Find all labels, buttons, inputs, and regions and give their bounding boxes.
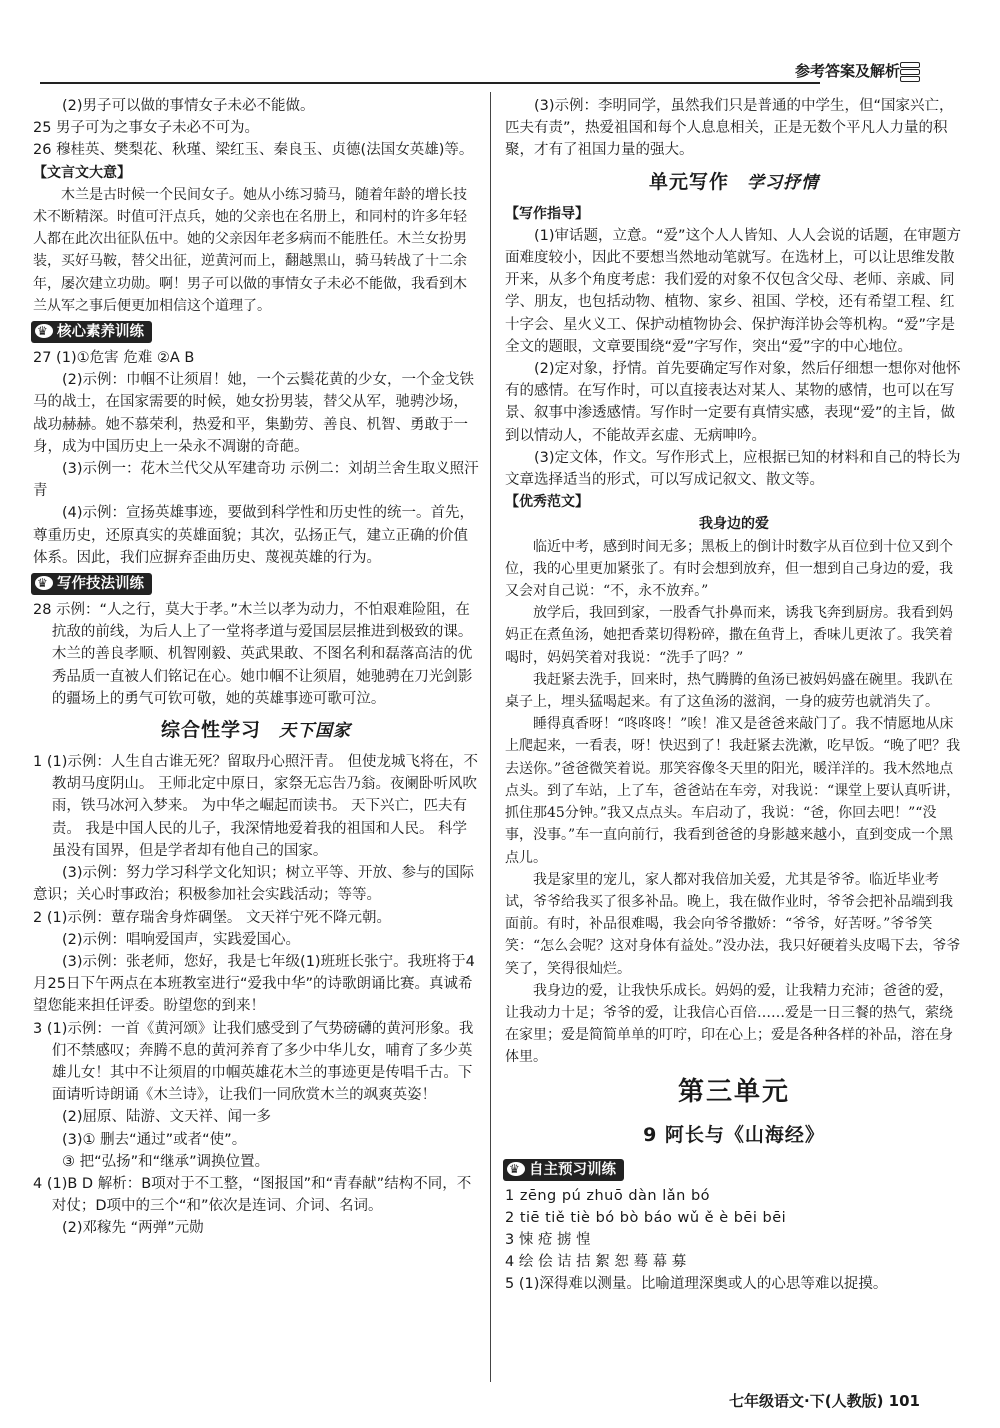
- preview-answer-2: 2 tiē tiě tiè bó bò báo wǔ ě è bēi bēi: [505, 1209, 787, 1226]
- answer-s2-3: (3)示例：张老师，您好，我是七年级(1)班班长张宁。我班将于4月25日下午两点在本班教室进行“爱我中华”的诗歌朗诵比赛。真诚希望您能来担任评委。盼望您的到来！: [33, 953, 475, 1015]
- answer-s1-3: (3)示例：努力学习科学文化知识；树立平等、开放、参与的国际意识；关心时事政治；积极参加社会实践活动；等等。: [33, 865, 475, 904]
- answer-s4-2: (2)邓稼先 “两弹”元勋: [62, 1220, 204, 1237]
- answer-25: 25 男子可为之事女子未必不可为。: [33, 120, 260, 137]
- lesson-title: 9 阿长与《山海经》: [643, 1123, 825, 1146]
- header-title: 参考答案及解析: [794, 62, 900, 80]
- answer-s3-3a: (3)① 删去“通过”或者“使”。: [62, 1131, 247, 1148]
- answer-s3-1: 3 (1)示例：一首《黄河颂》让我们感受到了气势磅礴的黄河形象。我们不禁感叹；奔腾不息的黄河养育了多少中华儿女，哺育了多少英雄儿女！其中不让须眉的巾帼英雄花木兰的事迹更是传唱千古。下面请听诗朗诵《木兰诗》，让我们一同欣赏木兰的飒爽英姿！: [33, 1020, 474, 1104]
- essay-para: 我是家里的宠儿，家人都对我倍加关爱，尤其是爷爷。临近毕业考试，爷爷给我买了很多补品。晚上，我在做作业时，爷爷会把补品端到我面前。有时，补品很难喝，我会向爷爷撒娇：“爷爷，好苦呀。”爷爷笑笑：“怎么会呢？这对身体有益处。”没办法，我只好硬着头皮喝下去，爷爷笑了，笑得很灿烂。: [505, 871, 961, 977]
- section-badge-preview: ♛自主预习训练: [503, 1159, 624, 1181]
- crown-icon: [507, 1162, 525, 1176]
- preview-answer-1: 1 zēng pú zhuō dàn lǎn bó: [505, 1187, 711, 1204]
- left-column: [33, 95, 479, 1240]
- answer-s4-1: 4 (1)B D 解析：B项对于不工整，“图报国”和“青春献”结构不同，不对仗；D项中的三个“和”依次是连词、介词、名词。: [33, 1175, 472, 1215]
- header-rule: [40, 82, 820, 84]
- guide-1: (1)审话题，立意。“爱”这个人人皆知、人人会说的话题，在审题方面难度较小，因此不要想当然地动笔就写。在选材上，可以让思维发散开来，从多个角度考虑：我们爱的对象不仅包含父母、老师、亲戚、同学、朋友，也包括动物、植物、家乡、祖国、学校，还有希望工程、红十字会、星火义工、保护动植物协会、保护海洋协会等机构。“爱”字是全文的题眼，文章要围绕“爱”字写作，突出“爱”字的中心地位。: [505, 227, 962, 355]
- books-icon: [900, 62, 920, 80]
- answer-s2-1: 2 (1)示例：蕈存瑞舍身炸碉堡。 文天祥宁死不降元朝。: [33, 909, 391, 926]
- essay-title: 我身边的爱: [699, 516, 769, 533]
- answer-27-1: 27 (1)①危害 危难 ②A B: [33, 350, 195, 367]
- preview-answer-5: 5 (1)深得难以测量。比喻道理深奥或人的心思等难以捉摸。: [505, 1276, 888, 1293]
- answer-s3-2: (2)屈原、陆游、文天祥、闻一多: [62, 1109, 272, 1126]
- answer-s3-3b: ③ 把“弘扬”和“继承”调换位置。: [62, 1153, 270, 1170]
- right-column: [505, 95, 963, 1296]
- wenyan-heading: 【文言文大意】: [33, 164, 131, 181]
- essay-para: 我身边的爱，让我快乐成长。妈妈的爱，让我精力充沛；爸爸的爱，让我动力十足；爷爷的爱，让我信心百倍……爱是一日三餐的热气，萦绕在家里；爱是简简单单的叮咛，印在心上；爱是各种各样的补品，溶在身体里。: [505, 982, 953, 1066]
- answer-27-2: (2)示例：巾帼不让须眉！她，一个云鬓花黄的少女，一个金戈铁马的战士，在国家需要的时候，她女扮男装，替父从军，驰骋沙场，战功赫赫。她不慕荣利，热爱和平，集勤劳、善良、机智、勇敢于一身，成为中国历史上一朵永不凋谢的奇葩。: [33, 372, 475, 455]
- answer-27-3: (3)示例一：花木兰代父从军建奇功 示例二：刘胡兰舍生取义照汗青: [33, 461, 479, 500]
- guide-2: (2)定对象，抒情。首先要确定写作对象，然后仔细想一想你对他怀有的感情。在写作时，可以直接表达对某人、某物的感情，也可以在写景、叙事中渗透感情。写作时一定要有真情实感，表现“爱”的主旨，做到以情动人，不能故弄玄虚、无病呻吟。: [505, 361, 961, 444]
- essay-para: 放学后，我回到家，一股香气扑鼻而来，诱我飞奔到厨房。我看到妈妈正在煮鱼汤，她把香菜切得粉碎，撒在鱼背上，香味儿更浓了。我笑着喝时，妈妈笑着对我说：“洗手了吗？”: [505, 605, 953, 666]
- guide-heading: 【写作指导】: [505, 205, 589, 222]
- wenyan-text: 木兰是古时候一个民间女子。她从小练习骑马，随着年龄的增长技术不断精深。时值可汗点兵，她的父亲也在名册上，和同村的许多年轻人都在此次出征队伍中。她的父亲因年老多病而不能胜任。木兰女扮男装，买好马鞍，替父出征，逆黄河而上，翻越黑山，骑马转战了十二余年，屡次建立功勋。啊！男子可以做的事情女子未必不能做，我看到木兰从军之事后便更加相信这个道理了。: [33, 186, 467, 314]
- essay-para: 我赶紧去洗手，回来时，热气腾腾的鱼汤已被妈妈盛在碗里。我趴在桌子上，埋头猛喝起来。有了这鱼汤的滋润，一身的疲劳也就消失了。: [505, 671, 953, 711]
- page-footer: 七年级语文·下(人教版) 101: [729, 1392, 920, 1410]
- section-badge-core: ♛核心素养训练: [31, 321, 152, 343]
- unit-writing-title: 单元写作 学习抒情: [648, 170, 819, 193]
- answer-27-4: (4)示例：宣扬英雄事迹，要做到科学性和历史性的统一。首先，尊重历史，还原真实的英雄面貌；其次，弘扬正气，建立正确的价值体系。因此，我们应摒弃歪曲历史、蔑视英雄的行为。: [33, 505, 475, 566]
- answer-26: 26 穆桂英、樊梨花、秋瑾、梁红玉、秦良玉、贞德(法国女英雄)等。: [33, 142, 474, 159]
- section-title: 综合性学习 天下国家: [160, 719, 351, 742]
- crown-icon: [35, 324, 53, 338]
- answer-28: 28 示例：“人之行，莫大于孝。”木兰以孝为动力，不怕艰难险阻，在抗敌的前线，为后人上了一堂将孝道与爱国层层推进到极致的课。木兰的善良孝顺、机智刚毅、英武果敢、不图名利和磊落高洁的优秀品质一直被人们铭记在心。她巾帼不让须眉，她驰骋在刀光剑影的疆场上的勇气可钦可敬，她的英雄事迹可歌可泣。: [33, 602, 473, 707]
- essay-para: 睡得真香呀！“咚咚咚！”唉！准又是爸爸来敲门了。我不情愿地从床上爬起来，一看表，呀！快迟到了！我赶紧去洗漱，吃早饭。“晚了吧？我去送你。”爸爸微笑着说。那笑容像冬天里的阳光，暖洋洋的。我木然地点点头。到了车站，上了车，爸爸站在车旁，对我说：“课堂上要认真听讲，抓住那45分钟。”我又点点头。车启动了，我说：“爸，你回去吧！”“没事，没事。”车一直向前行，我看到爸爸的身影越来越小，直到变成一个黑点儿。: [505, 716, 961, 866]
- essay-para: 临近中考，感到时间无多；黑板上的倒计时数字从百位到十位又到个位，我的心里更加紧张了。有时会想到放弃，但一想到自己身边的爱，我又会对自己说：“不，永不放弃。”: [505, 538, 953, 600]
- page-header: [40, 60, 960, 86]
- model-heading: 【优秀范文】: [505, 494, 589, 511]
- preview-answer-3: 3 悚 疮 掳 惶: [505, 1231, 591, 1248]
- preview-answer-4: 4 绘 侩 诘 拮 絮 恕 蓦 幕 募: [505, 1254, 687, 1271]
- unit-three-title: 第三单元: [677, 1076, 790, 1107]
- answer-r1: (3)示例：李明同学，虽然我们只是普通的中学生，但“国家兴亡，匹夫有责”，热爱祖国和每个人息息相关，正是无数个平凡人力量的积聚，才有了祖国力量的强大。: [505, 98, 954, 159]
- guide-3: (3)定文体，作文。写作形式上，应根据已知的材料和自己的特长为文章选择适当的形式，可以写成记叙文、散文等。: [505, 449, 961, 489]
- crown-icon: [35, 576, 53, 590]
- answer-s2-2: (2)示例：唱响爱国声，实践爱国心。: [62, 931, 301, 948]
- column-divider: [490, 92, 491, 1382]
- answer-s1-1: 1 (1)示例：人生自古谁无死？留取丹心照汗青。 但使龙城飞将在，不教胡马度阴山。 王师北定中原日，家祭无忘告乃翁。夜阑卧听风吹雨，铁马冰河入梦来。 为中华之崛起而读书。 天下兴亡，匹夫有责。 我是中国人民的儿子，我深情地爱着我的祖国和人民。 科学虽没有国界，但是学者却有他自己的国家。: [33, 754, 478, 859]
- answer-line: (2)男子可以做的事情女子未必不能做。: [62, 98, 315, 114]
- section-badge-writing: ♛写作技法训练: [31, 573, 152, 595]
